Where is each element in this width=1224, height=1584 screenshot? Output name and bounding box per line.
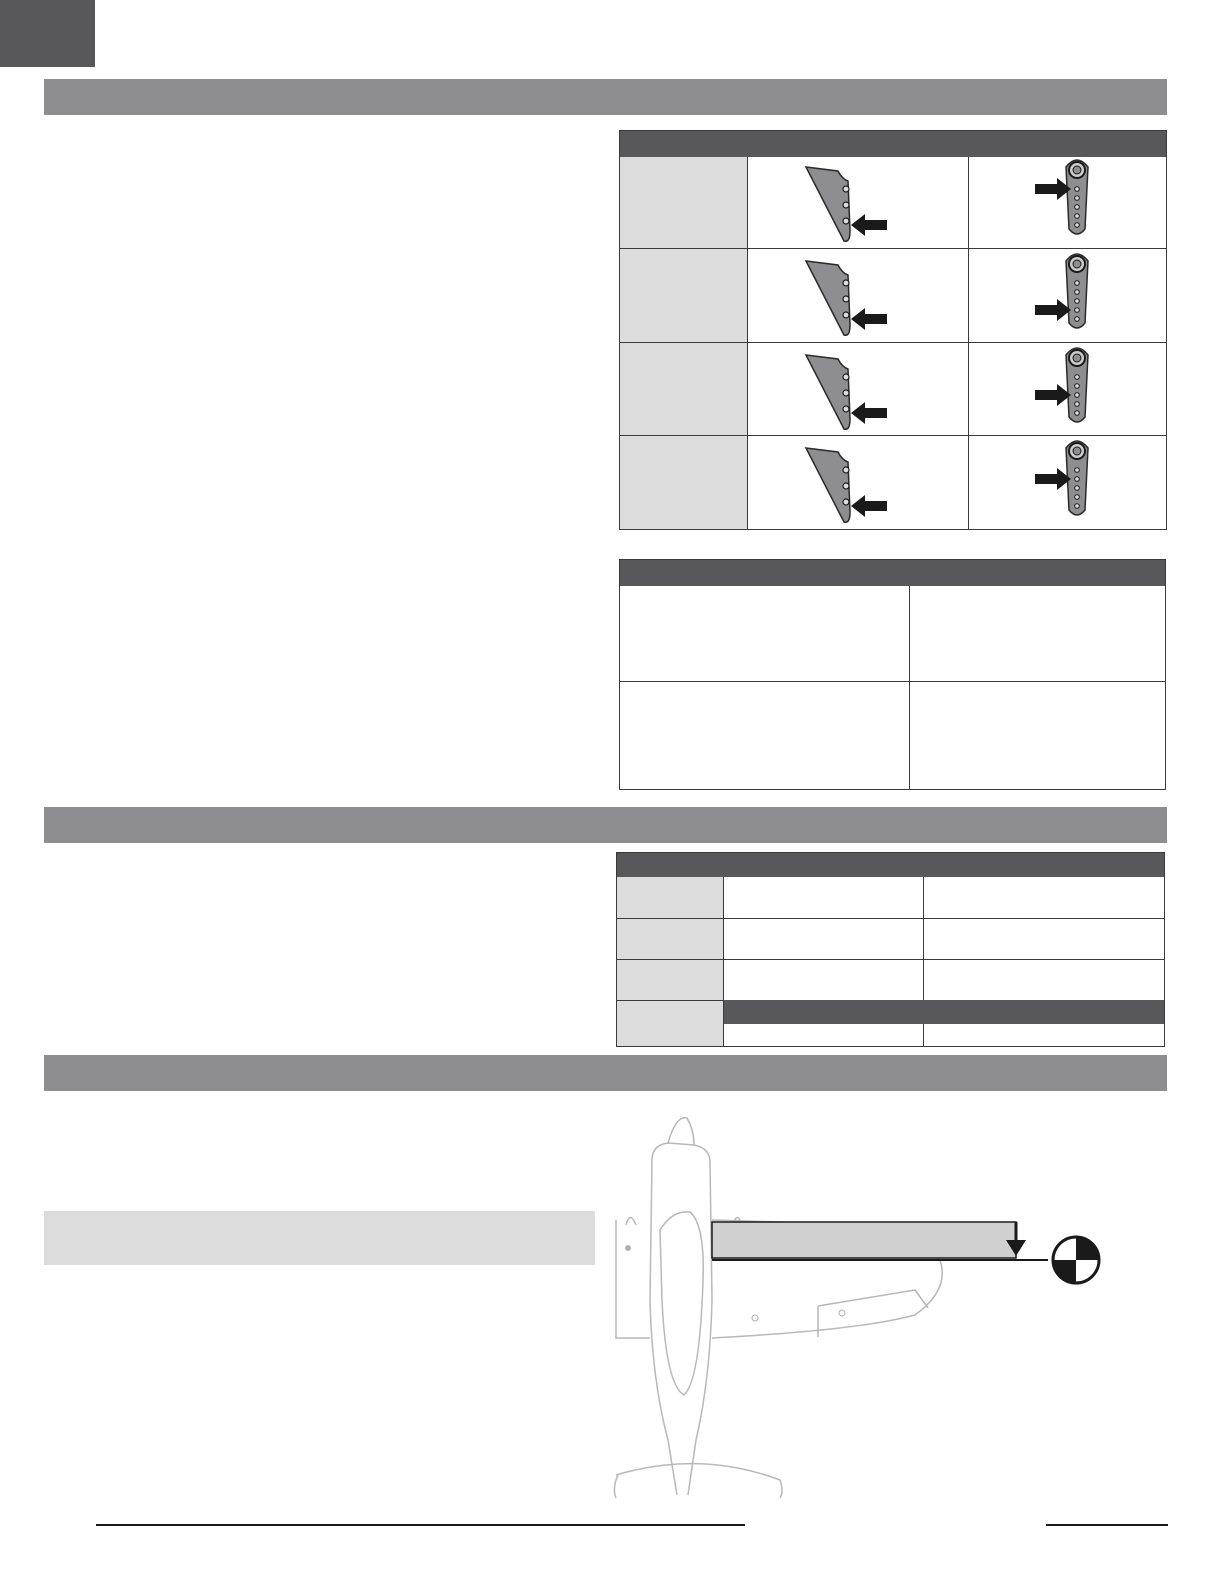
footer-rule-left — [96, 1524, 745, 1526]
cg-symbol-icon — [1053, 1237, 1099, 1283]
footer-rule-right — [1046, 1524, 1168, 1526]
cg-range-band — [712, 1222, 1016, 1258]
airplane-topview-icon — [614, 1118, 942, 1498]
